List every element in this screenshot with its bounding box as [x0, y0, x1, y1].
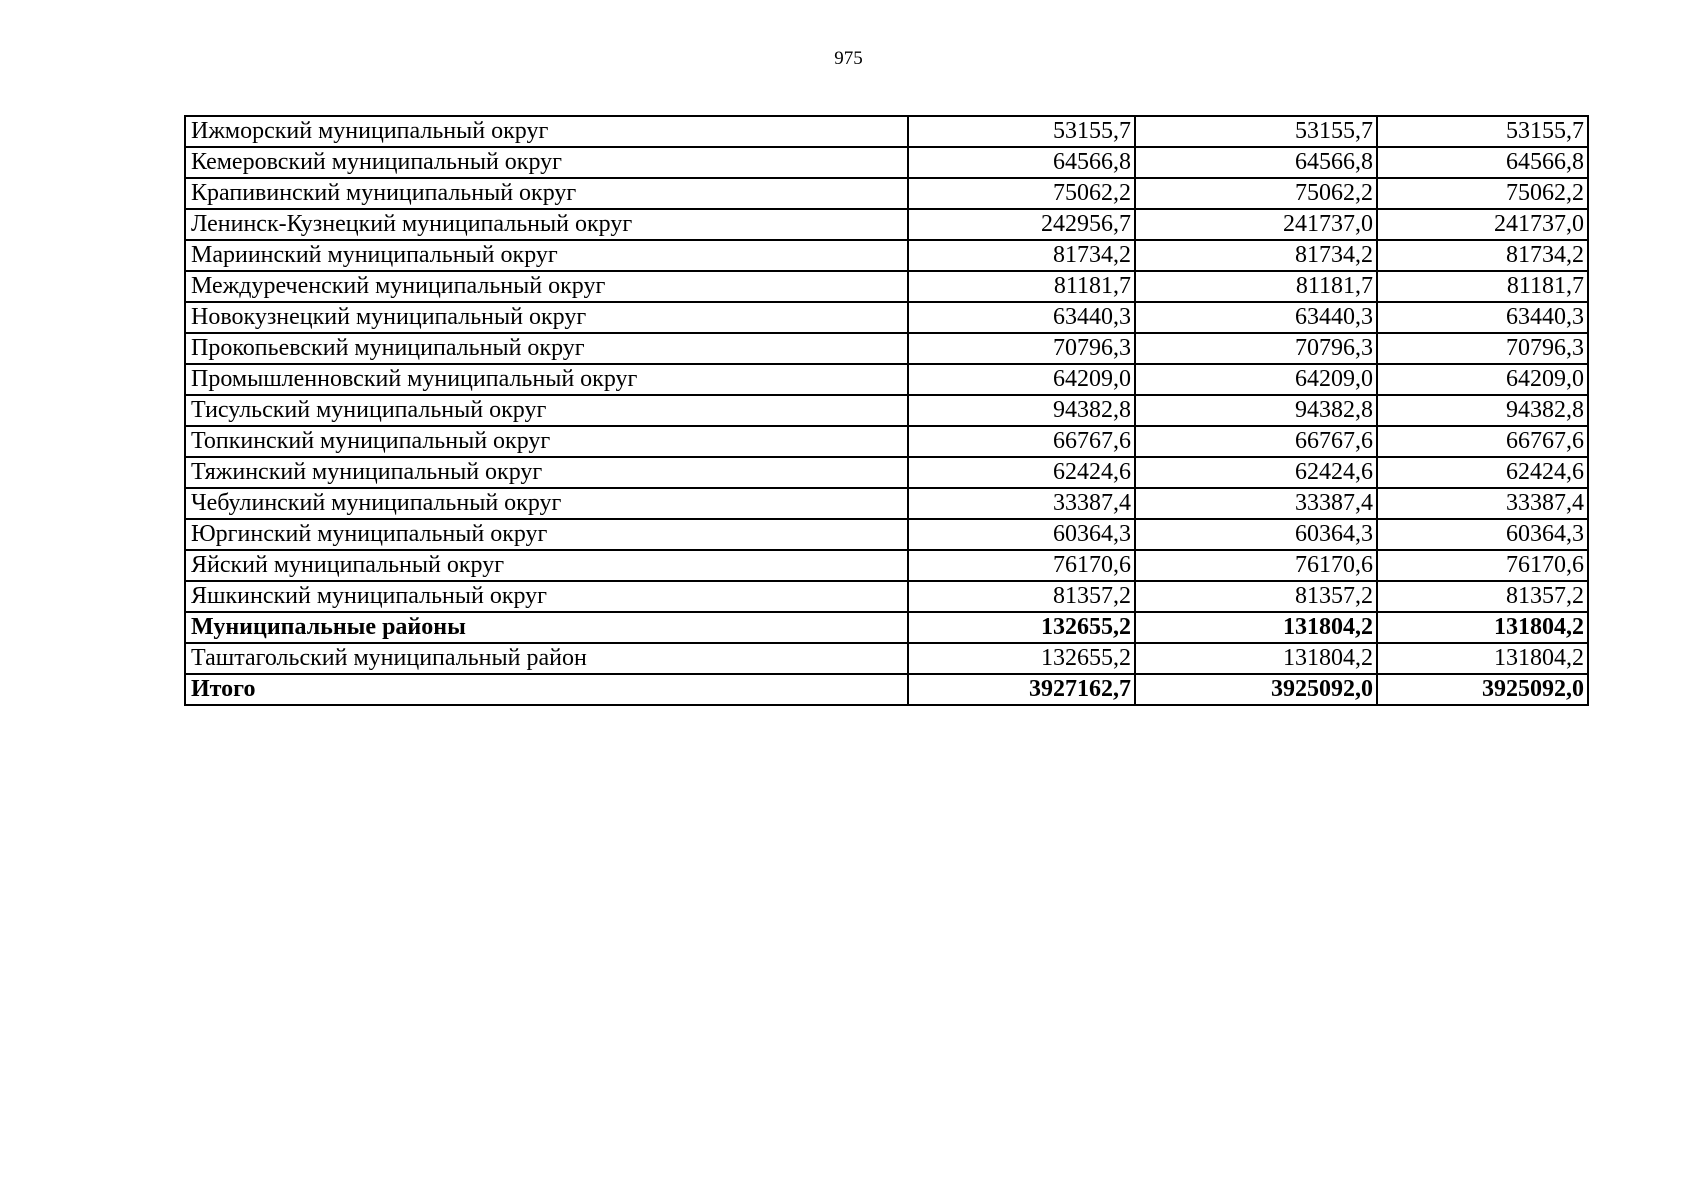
value-cell-1: 33387,4	[908, 488, 1135, 519]
value-cell-1: 64566,8	[908, 147, 1135, 178]
district-name-cell: Яшкинский муниципальный округ	[185, 581, 908, 612]
value-cell-3: 131804,2	[1377, 612, 1588, 643]
district-name-cell: Таштагольский муниципальный район	[185, 643, 908, 674]
value-cell-1: 70796,3	[908, 333, 1135, 364]
district-name-cell: Чебулинский муниципальный округ	[185, 488, 908, 519]
value-cell-3: 81181,7	[1377, 271, 1588, 302]
value-cell-3: 81734,2	[1377, 240, 1588, 271]
value-cell-3: 76170,6	[1377, 550, 1588, 581]
value-cell-1: 242956,7	[908, 209, 1135, 240]
district-name-cell: Тисульский муниципальный округ	[185, 395, 908, 426]
district-name-cell: Кемеровский муниципальный округ	[185, 147, 908, 178]
value-cell-1: 62424,6	[908, 457, 1135, 488]
value-cell-3: 64209,0	[1377, 364, 1588, 395]
value-cell-1: 94382,8	[908, 395, 1135, 426]
value-cell-3: 241737,0	[1377, 209, 1588, 240]
district-name-cell: Юргинский муниципальный округ	[185, 519, 908, 550]
budget-table-body	[185, 116, 1588, 705]
value-cell-2: 64566,8	[1135, 147, 1377, 178]
table-row	[185, 209, 1588, 240]
value-cell-2: 75062,2	[1135, 178, 1377, 209]
value-cell-1: 64209,0	[908, 364, 1135, 395]
value-cell-3: 3925092,0	[1377, 674, 1588, 705]
value-cell-2: 81357,2	[1135, 581, 1377, 612]
value-cell-2: 60364,3	[1135, 519, 1377, 550]
value-cell-2: 241737,0	[1135, 209, 1377, 240]
table-row	[185, 519, 1588, 550]
value-cell-3: 33387,4	[1377, 488, 1588, 519]
district-name-cell: Крапивинский муниципальный округ	[185, 178, 908, 209]
district-name-cell: Мариинский муниципальный округ	[185, 240, 908, 271]
district-name-cell: Новокузнецкий муниципальный округ	[185, 302, 908, 333]
value-cell-2: 76170,6	[1135, 550, 1377, 581]
value-cell-2: 53155,7	[1135, 116, 1377, 147]
value-cell-2: 131804,2	[1135, 643, 1377, 674]
value-cell-3: 60364,3	[1377, 519, 1588, 550]
value-cell-3: 81357,2	[1377, 581, 1588, 612]
table-row	[185, 302, 1588, 333]
district-name-cell: Ижморский муниципальный округ	[185, 116, 908, 147]
value-cell-2: 81181,7	[1135, 271, 1377, 302]
value-cell-2: 94382,8	[1135, 395, 1377, 426]
value-cell-3: 66767,6	[1377, 426, 1588, 457]
district-name-cell: Прокопьевский муниципальный округ	[185, 333, 908, 364]
table-row	[185, 643, 1588, 674]
table-row	[185, 271, 1588, 302]
table-row	[185, 178, 1588, 209]
table-row-total	[185, 674, 1588, 705]
table-row	[185, 550, 1588, 581]
value-cell-1: 132655,2	[908, 643, 1135, 674]
table-row	[185, 395, 1588, 426]
value-cell-2: 131804,2	[1135, 612, 1377, 643]
table-row	[185, 426, 1588, 457]
budget-table	[184, 115, 1589, 706]
table-row	[185, 240, 1588, 271]
value-cell-1: 63440,3	[908, 302, 1135, 333]
value-cell-2: 33387,4	[1135, 488, 1377, 519]
value-cell-1: 60364,3	[908, 519, 1135, 550]
value-cell-1: 75062,2	[908, 178, 1135, 209]
value-cell-3: 94382,8	[1377, 395, 1588, 426]
district-name-cell: Муниципальные районы	[185, 612, 908, 643]
district-name-cell: Междуреченский муниципальный округ	[185, 271, 908, 302]
value-cell-2: 70796,3	[1135, 333, 1377, 364]
value-cell-2: 64209,0	[1135, 364, 1377, 395]
value-cell-2: 62424,6	[1135, 457, 1377, 488]
district-name-cell: Тяжинский муниципальный округ	[185, 457, 908, 488]
value-cell-3: 62424,6	[1377, 457, 1588, 488]
value-cell-1: 76170,6	[908, 550, 1135, 581]
value-cell-1: 81734,2	[908, 240, 1135, 271]
value-cell-1: 66767,6	[908, 426, 1135, 457]
table-row	[185, 488, 1588, 519]
district-name-cell: Яйский муниципальный округ	[185, 550, 908, 581]
value-cell-2: 3925092,0	[1135, 674, 1377, 705]
district-name-cell: Итого	[185, 674, 908, 705]
table-row	[185, 116, 1588, 147]
value-cell-1: 3927162,7	[908, 674, 1135, 705]
district-name-cell: Топкинский муниципальный округ	[185, 426, 908, 457]
table-row	[185, 333, 1588, 364]
table-row	[185, 147, 1588, 178]
value-cell-1: 53155,7	[908, 116, 1135, 147]
value-cell-1: 132655,2	[908, 612, 1135, 643]
value-cell-3: 53155,7	[1377, 116, 1588, 147]
table-row-total	[185, 612, 1588, 643]
district-name-cell: Ленинск-Кузнецкий муниципальный округ	[185, 209, 908, 240]
table-row	[185, 581, 1588, 612]
value-cell-2: 63440,3	[1135, 302, 1377, 333]
value-cell-2: 66767,6	[1135, 426, 1377, 457]
value-cell-1: 81181,7	[908, 271, 1135, 302]
value-cell-3: 63440,3	[1377, 302, 1588, 333]
value-cell-3: 75062,2	[1377, 178, 1588, 209]
table-row	[185, 364, 1588, 395]
value-cell-2: 81734,2	[1135, 240, 1377, 271]
district-name-cell: Промышленновский муниципальный округ	[185, 364, 908, 395]
table-row	[185, 457, 1588, 488]
value-cell-3: 131804,2	[1377, 643, 1588, 674]
value-cell-3: 70796,3	[1377, 333, 1588, 364]
value-cell-3: 64566,8	[1377, 147, 1588, 178]
page-number: 975	[834, 48, 863, 69]
value-cell-1: 81357,2	[908, 581, 1135, 612]
